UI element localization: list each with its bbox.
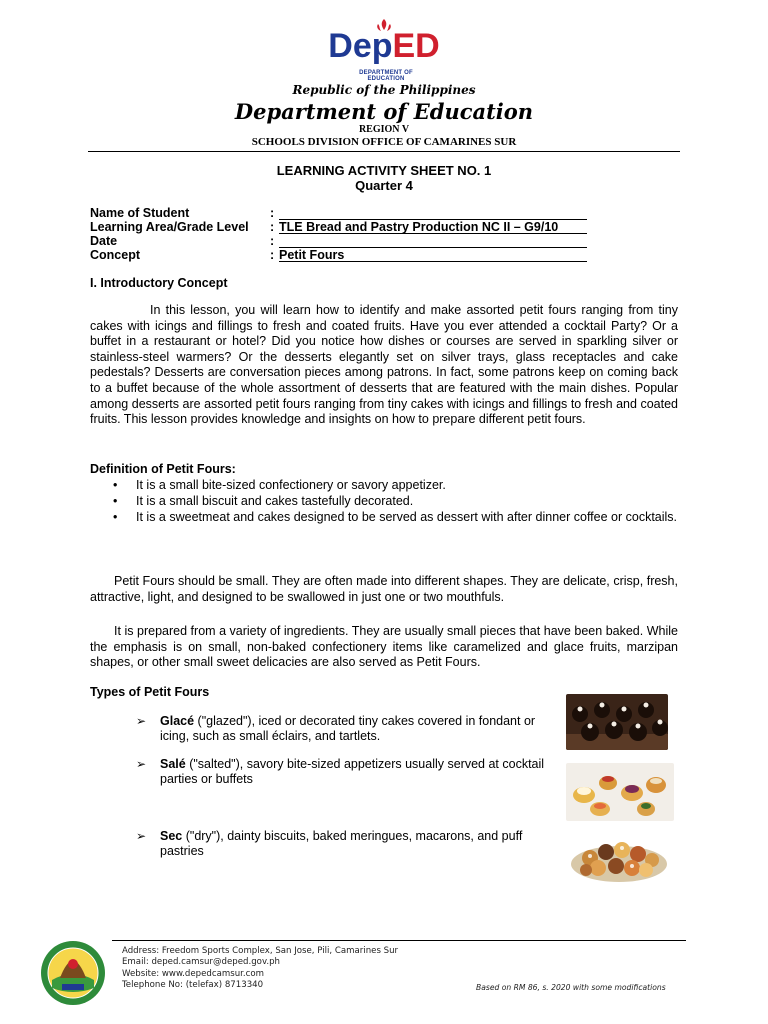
list-item [110,509,680,525]
definition-list [110,477,680,525]
date-label: Date [90,234,118,248]
name-label: Name of Student [90,206,190,220]
arrow-bullet-icon: ➢ [136,757,147,771]
type-desc: ("salted"), savory bite-sized appetizers usually served at cocktail parties or buffets [160,757,545,786]
deped-logo-subtitle: DEPARTMENT OF EDUCATION [359,70,413,82]
department-heading: Department of Education [234,99,534,124]
area-label: Learning Area/Grade Level [90,220,249,234]
type-text [136,757,546,787]
sale-photo [566,763,674,821]
list-item-text: It is a small bite-sized confectionery or savory appetizer. [136,478,446,492]
list-item [110,493,680,509]
type-name: Sec [160,829,183,843]
type-item-sale [136,757,546,787]
types-heading: Types of Petit Fours [90,685,210,699]
footer-note: Based on RM 86, s. 2020 with some modifications [476,983,666,992]
footer-contact [122,946,398,992]
footer-address: Address: Freedom Sports Complex, San Jose, Pili, Camarines Sur [122,946,399,956]
name-field[interactable] [279,206,587,220]
list-item-text: It is a sweetmeat and cakes designed to be served as dessert with after dinner coffee or cocktails. [136,510,678,524]
republic-heading: Republic of the Philippines [292,83,476,97]
sec-photo [568,826,670,886]
type-text [136,829,546,859]
type-item-glace [136,714,546,744]
list-item-text: It is a small biscuit and cakes tastefully decorated. [136,494,414,508]
deped-wordmark: DepED [328,27,440,65]
division-heading: SCHOOLS DIVISION OFFICE OF CAMARINES SUR [251,136,517,148]
bullet-icon: • [113,510,118,524]
type-name: Glacé [160,714,195,728]
header-divider [88,151,680,152]
arrow-bullet-icon: ➢ [136,829,147,843]
name-colon: : [270,206,275,220]
footer-divider [112,940,686,941]
concept-label: Concept [90,248,140,262]
bullet-icon: • [113,478,118,492]
list-item [110,477,680,493]
type-desc: ("glazed"), iced or decorated tiny cakes covered in fondant or icing, such as small éclairs, and tartlets. [160,714,536,743]
region-heading: REGION V [358,124,410,135]
intro-heading: I. Introductory Concept [90,276,228,290]
type-name: Salé [160,757,186,771]
type-text [136,714,546,744]
intro-paragraph: In this lesson, you will learn how to identify and make assorted petit fours ranging from tiny cakes with icings and fillings to fresh and coated fruits. Have you ever attended a cocktail Party? Or a buffet in a restaurant or hotel? Did you notice how dishes or courses are served in sparkling silver or stainless-steel warmers? Or the desserts elegantly set on silver trays, glass receptacles and cake pedestals? Desserts are conversation pieces among patrons. In fact, some patrons keep on coming back to a buffet because of the whole assortment of desserts that are featured with the main dishes. Popular among desserts are assorted petit fours ranging from tiny cakes with icings and fillings to fresh and coated fruits. This lesson provides knowledge and insights on how to prepare different petit fours. [90,303,678,427]
concept-colon: : [270,248,275,262]
date-field[interactable] [279,234,587,248]
footer-website: Website: www.depedcamsur.com [122,968,264,979]
concept-value: Petit Fours [279,248,587,262]
date-colon: : [270,234,275,248]
type-item-sec [136,829,546,859]
deped-logo-wrap [0,18,768,87]
paragraph-small: Petit Fours should be small. They are often made into different shapes. They are delicate, crisp, fresh, attractive, light, and designed to be swallowed in just one or two mouthfuls. [90,574,678,604]
area-value: TLE Bread and Pastry Production NC II – G9/10 [279,220,587,234]
glace-photo [566,694,668,750]
division-seal-icon [40,940,106,1006]
arrow-bullet-icon: ➢ [136,714,147,728]
deped-logo [319,18,449,82]
type-desc: ("dry"), dainty biscuits, baked meringues, macarons, and puff pastries [160,829,523,858]
paragraph-ingredients: It is prepared from a variety of ingredients. They are usually small pieces that have been baked. While the emphasis is on small, non-baked confectionery items like caramelized and glace fruits, marzipan shapes, or other small sweet delicacies are also served as Petit Fours. [90,624,678,670]
sheet-title-text: LEARNING ACTIVITY SHEET NO. 1 [276,163,492,178]
definition-heading: Definition of Petit Fours: [90,462,236,476]
footer-email: Email: deped.camsur@deped.gov.ph [122,957,280,968]
sheet-quarter: Quarter 4 [355,178,413,193]
area-colon: : [270,220,275,234]
footer-telephone: Telephone No: (telefax) 8713340 [122,980,264,991]
sheet-title [0,163,768,193]
bullet-icon: • [113,494,118,508]
